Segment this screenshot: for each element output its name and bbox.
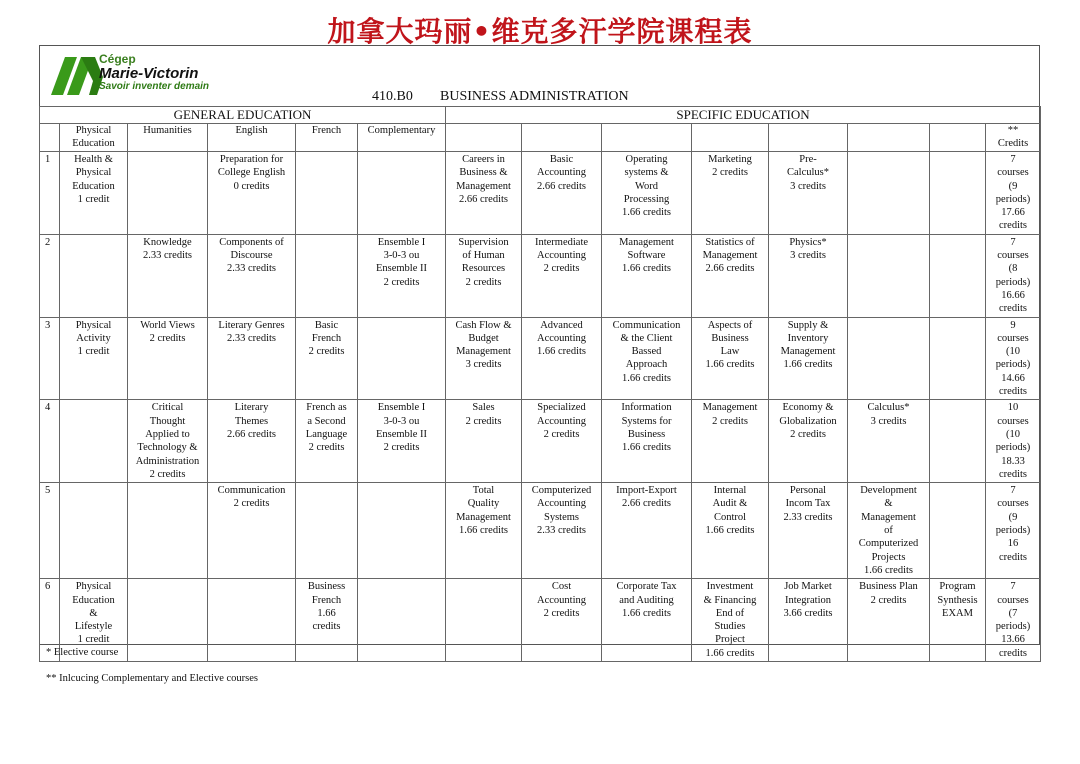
course-schedule-table [39, 106, 1041, 662]
course-cell [296, 483, 358, 579]
general-education-header: GENERAL EDUCATION [40, 107, 446, 124]
table-row [40, 579, 1041, 662]
course-cell [848, 234, 930, 317]
course-cell [60, 234, 128, 317]
logo-name: Marie-Victorin [99, 65, 199, 82]
course-cell: Pre- Calculus* 3 credits [769, 152, 848, 235]
table-row [40, 400, 1041, 483]
logo-wordmark [99, 53, 209, 92]
row-number: 5 [40, 483, 60, 579]
course-cell [296, 234, 358, 317]
course-cell [296, 152, 358, 235]
course-cell: Critical Thought Applied to Technology & Administration 2 credits [128, 400, 208, 483]
page-title: 加拿大玛丽•维克多汗学院课程表 [327, 15, 753, 48]
course-cell: Management Software 1.66 credits [602, 234, 692, 317]
column-header [692, 124, 769, 152]
column-header: Complementary [358, 124, 446, 152]
course-cell: 10 courses (10 periods) 18.33 credits [986, 400, 1041, 483]
course-cell [358, 483, 446, 579]
course-cell: Preparation for College English 0 credits [208, 152, 296, 235]
table-row [40, 152, 1041, 235]
column-header: Physical Education [60, 124, 128, 152]
specific-education-header: SPECIFIC EDUCATION [446, 107, 1041, 124]
course-cell: Communication & the Client Bassed Approach 1.66 credits [602, 317, 692, 400]
course-cell: Management 2 credits [692, 400, 769, 483]
column-header [602, 124, 692, 152]
row-number: 6 [40, 579, 60, 662]
logo-tagline: Savoir inventer demain [99, 81, 210, 92]
course-cell: Supervision of Human Resources 2 credits [446, 234, 522, 317]
course-cell: Health & Physical Education 1 credit [60, 152, 128, 235]
course-cell: Cash Flow & Budget Management 3 credits [446, 317, 522, 400]
course-cell: Economy & Globalization 2 credits [769, 400, 848, 483]
course-cell: Program Synthesis EXAM [930, 579, 986, 662]
course-cell: Operating systems & Word Processing 1.66 credits [602, 152, 692, 235]
footnote-including: ** Inlcucing Complementary and Elective courses [46, 673, 258, 684]
column-header: ** Credits [986, 124, 1041, 152]
course-cell: Computerized Accounting Systems 2.33 credits [522, 483, 602, 579]
course-cell [60, 483, 128, 579]
course-cell: 7 courses (9 periods) 17.66 credits [986, 152, 1041, 235]
course-cell: Supply & Inventory Management 1.66 credits [769, 317, 848, 400]
course-cell [128, 579, 208, 662]
course-cell: Intermediate Accounting 2 credits [522, 234, 602, 317]
course-cell: 7 courses (9 periods) 16 credits [986, 483, 1041, 579]
program-name: BUSINESS ADMINISTRATION [440, 89, 629, 104]
course-cell: 9 courses (10 periods) 14.66 credits [986, 317, 1041, 400]
course-cell: Job Market Integration 3.66 credits [769, 579, 848, 662]
course-cell: Advanced Accounting 1.66 credits [522, 317, 602, 400]
row-number: 3 [40, 317, 60, 400]
course-cell: Import-Export 2.66 credits [602, 483, 692, 579]
course-cell [446, 579, 522, 662]
course-cell: Development & Management of Computerized Projects 1.66 credits [848, 483, 930, 579]
course-cell [128, 483, 208, 579]
column-header: French [296, 124, 358, 152]
footnote-elective: * Elective course [46, 647, 119, 658]
course-cell: World Views 2 credits [128, 317, 208, 400]
column-header-row [40, 124, 1041, 152]
column-header: English [208, 124, 296, 152]
table-row [40, 234, 1041, 317]
section-header-row [40, 107, 1041, 124]
course-cell: Knowledge 2.33 credits [128, 234, 208, 317]
column-header [769, 124, 848, 152]
course-cell: Ensemble I 3-0-3 ou Ensemble II 2 credits [358, 234, 446, 317]
course-cell: Communication 2 credits [208, 483, 296, 579]
course-cell: Personal Incom Tax 2.33 credits [769, 483, 848, 579]
course-cell: 7 courses (7 periods) 13.66 credits [986, 579, 1041, 662]
course-cell: Physics* 3 credits [769, 234, 848, 317]
column-header [446, 124, 522, 152]
course-cell [128, 152, 208, 235]
course-cell: Business French 1.66 credits [296, 579, 358, 662]
course-cell [930, 234, 986, 317]
column-header: Humanities [128, 124, 208, 152]
course-cell: Internal Audit & Control 1.66 credits [692, 483, 769, 579]
course-cell: Aspects of Business Law 1.66 credits [692, 317, 769, 400]
course-cell: Components of Discourse 2.33 credits [208, 234, 296, 317]
course-cell [930, 317, 986, 400]
course-cell [930, 400, 986, 483]
course-cell [930, 152, 986, 235]
table-row [40, 317, 1041, 400]
course-cell: Business Plan 2 credits [848, 579, 930, 662]
course-cell: French as a Second Language 2 credits [296, 400, 358, 483]
course-cell: Basic Accounting 2.66 credits [522, 152, 602, 235]
course-cell: Physical Education & Lifestyle 1 credit [60, 579, 128, 662]
row-number: 4 [40, 400, 60, 483]
row-number-header [40, 124, 60, 152]
course-cell [848, 317, 930, 400]
column-header [848, 124, 930, 152]
course-cell: Marketing 2 credits [692, 152, 769, 235]
course-cell: Information Systems for Business 1.66 credits [602, 400, 692, 483]
course-cell [358, 317, 446, 400]
course-cell [848, 152, 930, 235]
course-cell: Ensemble I 3-0-3 ou Ensemble II 2 credits [358, 400, 446, 483]
table-row [40, 483, 1041, 579]
course-cell: Calculus* 3 credits [848, 400, 930, 483]
course-cell: Literary Themes 2.66 credits [208, 400, 296, 483]
course-cell: Total Quality Management 1.66 credits [446, 483, 522, 579]
course-cell: Corporate Tax and Auditing 1.66 credits [602, 579, 692, 662]
course-cell [208, 579, 296, 662]
course-cell [930, 483, 986, 579]
course-cell: Cost Accounting 2 credits [522, 579, 602, 662]
course-cell: Physical Activity 1 credit [60, 317, 128, 400]
course-cell: Literary Genres 2.33 credits [208, 317, 296, 400]
course-cell: Sales 2 credits [446, 400, 522, 483]
course-cell: Investment & Financing End of Studies Project 1.66 credits [692, 579, 769, 662]
course-cell: Specialized Accounting 2 credits [522, 400, 602, 483]
course-cell [358, 579, 446, 662]
row-number: 2 [40, 234, 60, 317]
course-cell: Statistics of Management 2.66 credits [692, 234, 769, 317]
course-cell [60, 400, 128, 483]
program-code: 410.B0 [372, 89, 413, 104]
course-cell: 7 courses (8 periods) 16.66 credits [986, 234, 1041, 317]
row-number: 1 [40, 152, 60, 235]
course-cell [358, 152, 446, 235]
logo-cegep: Cégep [99, 52, 136, 66]
course-cell: Careers in Business & Management 2.66 credits [446, 152, 522, 235]
course-cell: Basic French 2 credits [296, 317, 358, 400]
column-header [522, 124, 602, 152]
column-header [930, 124, 986, 152]
